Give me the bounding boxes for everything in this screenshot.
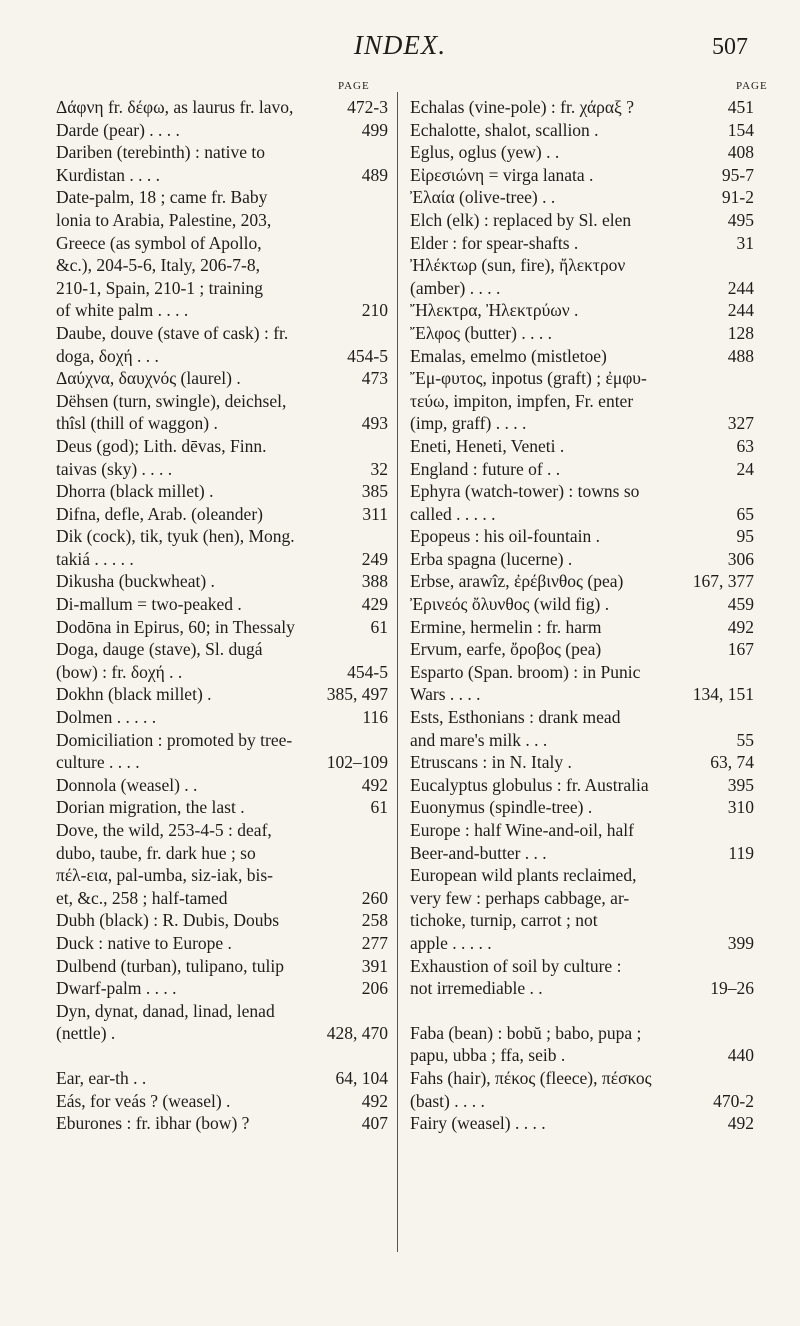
index-entry xyxy=(410,458,754,481)
index-entry-line: and mare's milk . . . xyxy=(410,729,548,750)
index-entry-page-ref: 399 xyxy=(727,932,754,953)
index-entry-line: Ἠλέκτωρ (sun, fire), ἤλεκτρον xyxy=(410,255,626,276)
column-divider xyxy=(397,92,398,1252)
index-entry xyxy=(410,570,754,593)
index-entry-line: Exhaustion of soil by culture : xyxy=(410,955,622,976)
index-entry xyxy=(410,186,754,209)
section-gap xyxy=(56,1045,388,1067)
index-entry xyxy=(56,706,388,729)
index-entry xyxy=(56,593,388,616)
index-entry-page-ref: 63, 74 xyxy=(710,752,754,773)
index-entry xyxy=(410,141,754,164)
index-entry-page-ref: 428, 470 xyxy=(326,1023,388,1044)
index-entry-line: Euonymus (spindle-tree) . xyxy=(410,797,593,818)
index-entry-line: England : future of . . xyxy=(410,458,561,479)
index-entry-page-ref: 244 xyxy=(727,277,754,298)
index-entry-line: Εἰρεσιώνη = virga lanata . xyxy=(410,164,594,185)
index-entry-page-ref: 429 xyxy=(361,594,388,615)
index-entry-line: Elder : for spear-shafts . xyxy=(410,232,579,253)
index-entry-page-ref: 64, 104 xyxy=(335,1067,388,1088)
index-entry-line: Elch (elk) : replaced by Sl. elen xyxy=(410,209,632,230)
index-entry-page-ref: 493 xyxy=(361,413,388,434)
index-entry-line: of white palm . . . . xyxy=(56,300,189,321)
index-entry-line: Darde (pear) . . . . xyxy=(56,119,180,140)
index-entry-line: called . . . . . xyxy=(410,503,496,524)
index-entry-line: Ἤλεκτρα, Ἠλεκτρύων . xyxy=(410,300,579,321)
index-entry-line: Erbse, arawîz, ἐρέβινθος (pea) xyxy=(410,571,624,592)
index-entry xyxy=(56,367,388,390)
index-entry-line: Dulbend (turban), tulipano, tulip xyxy=(56,955,284,976)
index-entry xyxy=(410,435,754,458)
index-entry xyxy=(410,548,754,571)
index-entry-page-ref: 55 xyxy=(736,729,754,750)
index-entry xyxy=(56,119,388,142)
index-entry xyxy=(56,525,388,570)
index-entry-page-ref: 310 xyxy=(727,797,754,818)
index-entry-page-ref: 249 xyxy=(361,548,388,569)
index-entry-line: thîsl (thill of waggon) . xyxy=(56,413,218,434)
index-entry xyxy=(410,299,754,322)
index-entry-page-ref: 388 xyxy=(361,571,388,592)
index-entry xyxy=(410,616,754,639)
section-gap xyxy=(410,1000,754,1022)
index-entry-page-ref: 395 xyxy=(727,774,754,795)
index-entry-page-ref: 116 xyxy=(362,707,388,728)
index-entry xyxy=(56,96,388,119)
index-entry-page-ref: 91-2 xyxy=(721,187,754,208)
index-entry xyxy=(56,1067,388,1090)
index-entry xyxy=(410,322,754,345)
index-entry-page-ref: 206 xyxy=(361,978,388,999)
index-entry-line: τεύω, impiton, impfen, Fr. enter xyxy=(410,390,634,411)
index-entry-line: Epopeus : his oil-fountain . xyxy=(410,526,601,547)
index-entry-line: Eucalyptus globulus : fr. Australia xyxy=(410,774,649,795)
index-entry xyxy=(410,525,754,548)
index-entry-page-ref: 391 xyxy=(361,955,388,976)
index-entry-page-ref: 119 xyxy=(728,842,754,863)
index-entry-page-ref: 95 xyxy=(736,526,754,547)
index-entry-line: culture . . . . xyxy=(56,752,140,773)
index-entry-page-ref: 32 xyxy=(370,458,388,479)
index-entry-page-ref: 24 xyxy=(736,458,754,479)
index-entry-page-ref: 492 xyxy=(727,1113,754,1134)
index-entry-line: Etruscans : in N. Italy . xyxy=(410,752,572,773)
index-entry-line: Date-palm, 18 ; came fr. Baby xyxy=(56,187,268,208)
index-entry-page-ref: 154 xyxy=(727,119,754,140)
index-entry xyxy=(410,96,754,119)
index-entry-line: European wild plants reclaimed, xyxy=(410,865,637,886)
index-entry-line: Dariben (terebinth) : native to xyxy=(56,142,265,163)
index-entry xyxy=(56,932,388,955)
index-entry-line: lonia to Arabia, Palestine, 203, xyxy=(56,209,272,230)
index-entry xyxy=(410,367,754,435)
index-entry-line: doga, δοχή . . . xyxy=(56,345,159,366)
index-entry-line: not irremediable . . xyxy=(410,978,543,999)
index-entry-page-ref: 65 xyxy=(736,503,754,524)
index-entry xyxy=(410,1022,754,1067)
index-entry xyxy=(410,209,754,232)
index-entry xyxy=(56,186,388,322)
index-entry xyxy=(410,1067,754,1112)
index-entry xyxy=(410,593,754,616)
index-entry xyxy=(56,570,388,593)
index-entry xyxy=(410,774,754,797)
index-entry xyxy=(56,977,388,1000)
index-entry-page-ref: 311 xyxy=(362,503,388,524)
index-entry xyxy=(410,480,754,525)
index-entry-page-ref: 385, 497 xyxy=(326,684,388,705)
index-entry-page-ref: 95-7 xyxy=(721,164,754,185)
index-entry-line: Δαύχνα, δαυχνός (laurel) . xyxy=(56,368,241,389)
index-entry-page-ref: 244 xyxy=(727,300,754,321)
index-entry-page-ref: 258 xyxy=(361,910,388,931)
index-entry-line: very few : perhaps cabbage, ar- xyxy=(410,887,630,908)
index-entry-page-ref: 134, 151 xyxy=(692,684,754,705)
index-entry-line: (bow) : fr. δοχή . . xyxy=(56,661,183,682)
index-entry xyxy=(56,141,388,186)
index-entry-line: tichoke, turnip, carrot ; not xyxy=(410,910,598,931)
index-entry xyxy=(56,819,388,909)
index-entry-line: Ermine, hermelin : fr. harm xyxy=(410,616,602,637)
column-heading-left: PAGE xyxy=(338,80,370,92)
index-entry-line: Dodōna in Epirus, 60; in Thessaly xyxy=(56,616,295,637)
index-entry-page-ref: 492 xyxy=(361,774,388,795)
index-entry xyxy=(410,661,754,706)
index-entry xyxy=(56,1090,388,1113)
index-entry-line: Emalas, emelmo (mistletoe) xyxy=(410,345,607,366)
index-entry-page-ref: 102–109 xyxy=(326,752,388,773)
index-entry xyxy=(56,503,388,526)
index-entry xyxy=(410,345,754,368)
index-entry-line: Esparto (Span. broom) : in Punic xyxy=(410,661,641,682)
index-entry-line: Faba (bean) : bobŭ ; babo, pupa ; xyxy=(410,1022,642,1043)
index-entry-line: Domiciliation : promoted by tree- xyxy=(56,729,293,750)
index-entry-line: Dik (cock), tik, tyuk (hen), Mong. xyxy=(56,526,295,547)
index-entry-page-ref: 473 xyxy=(361,368,388,389)
index-entry-line: Daube, douve (stave of cask) : fr. xyxy=(56,322,289,343)
index-entry-line: Dove, the wild, 253-4-5 : deaf, xyxy=(56,820,272,840)
index-entry xyxy=(56,729,388,774)
index-entry-line: Ἐρινεός ὄλυνθος (wild fig) . xyxy=(410,594,610,615)
index-entry-line: Di-mallum = two-peaked . xyxy=(56,594,242,615)
index-entry-page-ref: 167 xyxy=(727,639,754,660)
index-entry-line: Wars . . . . xyxy=(410,684,481,705)
index-entry xyxy=(410,254,754,299)
index-entry-line: dubo, taube, fr. dark hue ; so xyxy=(56,842,256,863)
index-entry-line: Dyn, dynat, danad, linad, lenad xyxy=(56,1000,275,1021)
index-entry xyxy=(410,1112,754,1135)
index-entry-line: Fairy (weasel) . . . . xyxy=(410,1113,546,1134)
index-entry xyxy=(410,119,754,142)
index-entry xyxy=(56,322,388,367)
index-entry-line: (amber) . . . . xyxy=(410,277,501,298)
index-entry-line: Dhorra (black millet) . xyxy=(56,481,214,502)
index-entry-page-ref: 61 xyxy=(370,797,388,818)
index-entry-line: Eás, for veás ? (weasel) . xyxy=(56,1090,231,1111)
index-column-right xyxy=(410,96,754,1135)
index-entry xyxy=(410,864,754,954)
index-entry-line: Eneti, Heneti, Veneti . xyxy=(410,435,565,456)
index-entry xyxy=(56,774,388,797)
index-entry-page-ref: 210 xyxy=(361,300,388,321)
index-entry-line: Greece (as symbol of Apollo, xyxy=(56,232,262,253)
index-entry-page-ref: 472-3 xyxy=(347,97,388,117)
index-entry-line: Difna, defle, Arab. (oleander) xyxy=(56,503,263,524)
index-entry-line: (imp, graff) . . . . xyxy=(410,413,527,434)
index-column-left xyxy=(56,96,388,1135)
index-entry xyxy=(410,796,754,819)
index-entry-page-ref: 440 xyxy=(727,1045,754,1066)
index-entry-line: apple . . . . . xyxy=(410,932,492,953)
index-entry-page-ref: 459 xyxy=(727,594,754,615)
index-entry-line: papu, ubba ; ffa, seib . xyxy=(410,1045,566,1066)
index-entry-line: Dwarf-palm . . . . xyxy=(56,978,177,999)
index-entry-line: Ephyra (watch-tower) : towns so xyxy=(410,481,640,502)
index-entry-line: &c.), 204-5-6, Italy, 206-7-8, xyxy=(56,255,260,276)
index-entry-line: Donnola (weasel) . . xyxy=(56,774,198,795)
index-entry-page-ref: 454-5 xyxy=(347,661,388,682)
index-entry xyxy=(410,706,754,751)
index-entry xyxy=(410,232,754,255)
index-entry-line: Dëhsen (turn, swingle), deichsel, xyxy=(56,390,287,411)
index-entry-line: (nettle) . xyxy=(56,1023,116,1044)
index-entry xyxy=(56,796,388,819)
index-entry xyxy=(410,638,754,661)
index-entry-line: Ervum, earfe, ὄροβος (pea) xyxy=(410,639,602,660)
index-entry xyxy=(56,955,388,978)
index-entry-line: Echalas (vine-pole) : fr. χάραξ ? xyxy=(410,97,634,117)
index-entry-page-ref: 488 xyxy=(727,345,754,366)
index-entry-line: et, &c., 258 ; half-tamed xyxy=(56,887,228,908)
page-title: INDEX. xyxy=(353,30,447,60)
index-entry xyxy=(56,390,388,435)
index-entry-page-ref: 495 xyxy=(727,209,754,230)
index-entry-line: Ἐλαία (olive-tree) . . xyxy=(410,187,556,208)
index-entry-page-ref: 454-5 xyxy=(347,345,388,366)
index-entry xyxy=(56,909,388,932)
index-entry-line: takiá . . . . . xyxy=(56,548,134,569)
index-entry-page-ref: 128 xyxy=(727,322,754,343)
index-entry-line: Δάφνη fr. δέφω, as laurus fr. lavo, xyxy=(56,97,294,117)
index-entry-line: Eglus, oglus (yew) . . xyxy=(410,142,560,163)
index-entry-line: Deus (god); Lith. dēvas, Finn. xyxy=(56,435,267,456)
index-entry-page-ref: 63 xyxy=(736,435,754,456)
index-entry-line: Beer-and-butter . . . xyxy=(410,842,547,863)
index-entry-line: Doga, dauge (stave), Sl. dugá xyxy=(56,639,263,660)
index-entry-line: Duck : native to Europe . xyxy=(56,932,232,953)
index-entry-line: Europe : half Wine-and-oil, half xyxy=(410,820,634,840)
index-entry-page-ref: 451 xyxy=(727,97,754,117)
index-entry-page-ref: 407 xyxy=(361,1113,388,1134)
index-entry xyxy=(410,751,754,774)
index-entry-line: taivas (sky) . . . . xyxy=(56,458,173,479)
index-entry xyxy=(56,480,388,503)
index-entry xyxy=(56,435,388,480)
index-entry-line: πέλ-εια, pal-umba, siz-iak, bis- xyxy=(56,865,273,886)
index-entry xyxy=(56,1112,388,1135)
page-header xyxy=(0,30,800,70)
index-entry-line: Echalotte, shalot, scallion . xyxy=(410,119,599,140)
index-entry-line: Dubh (black) : R. Dubis, Doubs xyxy=(56,910,280,931)
index-entry-page-ref: 277 xyxy=(361,932,388,953)
index-entry-line: Erba spagna (lucerne) . xyxy=(410,548,573,569)
index-entry-page-ref: 492 xyxy=(727,616,754,637)
index-entry-line: 210-1, Spain, 210-1 ; training xyxy=(56,277,264,298)
index-entry-page-ref: 470-2 xyxy=(713,1090,754,1111)
index-entry xyxy=(410,955,754,1000)
index-entry-line: Ests, Esthonians : drank mead xyxy=(410,707,621,728)
index-entry-line: Kurdistan . . . . xyxy=(56,164,161,185)
index-entry-page-ref: 31 xyxy=(736,232,754,253)
index-entry-line: Eburones : fr. ibhar (bow) ? xyxy=(56,1113,250,1134)
index-entry xyxy=(56,1000,388,1045)
column-heading-right: PAGE xyxy=(736,80,768,92)
index-entry-page-ref: 489 xyxy=(361,164,388,185)
index-entry xyxy=(410,819,754,864)
index-entry-line: Ἔμ-φυτος, inpotus (graft) ; ἐμφυ- xyxy=(410,368,647,389)
index-entry-line: Dorian migration, the last . xyxy=(56,797,245,818)
index-entry-page-ref: 327 xyxy=(727,413,754,434)
index-entry-page-ref: 492 xyxy=(361,1090,388,1111)
page-number: 507 xyxy=(712,34,748,60)
index-entry xyxy=(56,638,388,683)
index-entry-line: Fahs (hair), πέκος (fleece), πέσκος xyxy=(410,1067,652,1088)
index-entry-line: Dikusha (buckwheat) . xyxy=(56,571,215,592)
index-entry-page-ref: 61 xyxy=(370,616,388,637)
index-entry-page-ref: 408 xyxy=(727,142,754,163)
index-entry-line: Ἔλφος (butter) . . . . xyxy=(410,322,552,343)
index-entry-page-ref: 385 xyxy=(361,481,388,502)
index-entry-page-ref: 499 xyxy=(361,119,388,140)
index-entry xyxy=(410,164,754,187)
index-entry-page-ref: 167, 377 xyxy=(692,571,754,592)
index-entry-line: Dokhn (black millet) . xyxy=(56,684,212,705)
index-entry-line: (bast) . . . . xyxy=(410,1090,485,1111)
index-entry-page-ref: 260 xyxy=(361,887,388,908)
index-entry-page-ref: 306 xyxy=(727,548,754,569)
index-entry xyxy=(56,683,388,706)
index-entry-page-ref: 19–26 xyxy=(710,978,754,999)
index-entry-line: Dolmen . . . . . xyxy=(56,707,157,728)
index-entry-line: Ear, ear-th . . xyxy=(56,1067,147,1088)
index-entry xyxy=(56,616,388,639)
